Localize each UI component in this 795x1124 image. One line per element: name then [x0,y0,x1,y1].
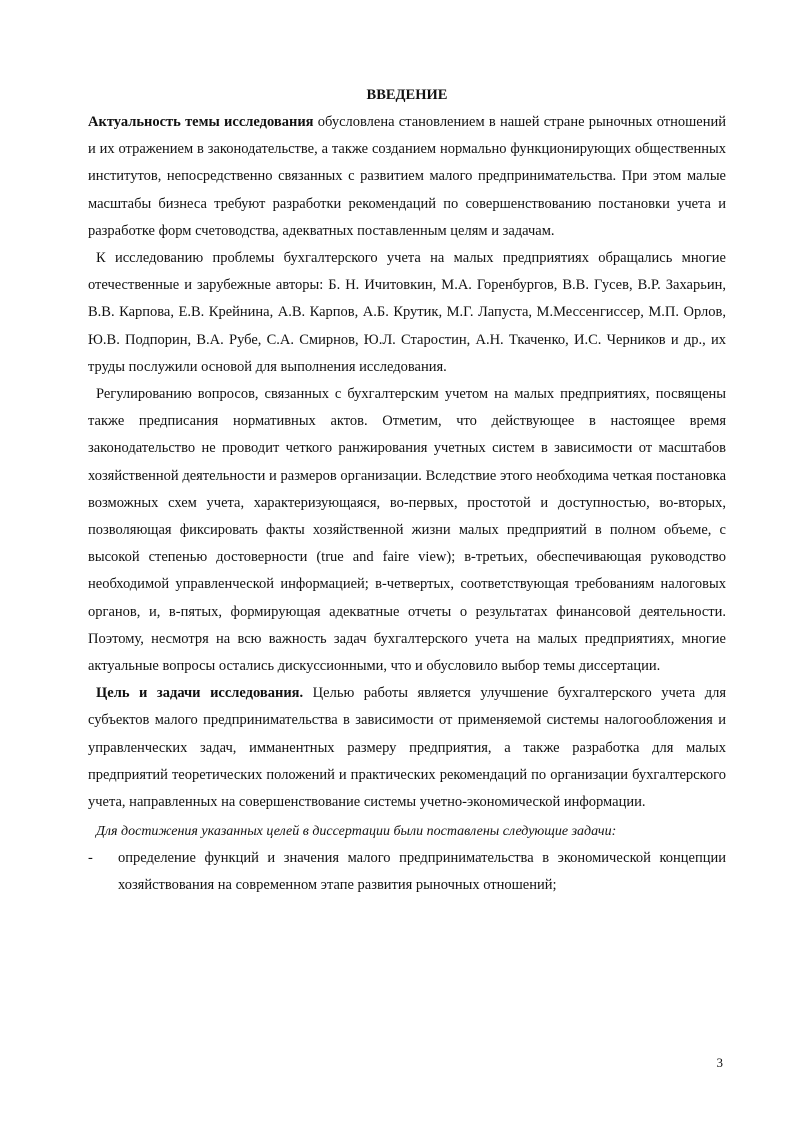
paragraph-regulation: Регулированию вопросов, связанных с бухгалтерским учетом на малых предприятиях, посвящены также предписания нормативных актов. Отметим, что действующее в настоящее время законодательство не проводит четкого ранжирования учетных систем в зависимости от масштабов хозяйственной деятельности и размеров организации. Вследствие этого необходима четкая постановка возможных схем учета, характеризующаяся, во-первых, простотой и доступностью, во-вторых, позволяющая фиксировать факты хозяйственной жизни малых предприятий в полном объеме, с высокой степенью достоверности (true and faire view); в-третьих, обеспечивающая руководство необходимой управленческой информацией; в-четвертых, соответствующая требованиям налоговых органов, и, в-пятых, формирующая адекватные отчеты о результатах финансовой деятельности. Поэтому, несмотря на всю важность задач бухгалтерского учета на малых предприятиях, многие актуальные вопросы остались дискуссионными, что и обусловило выбор темы диссертации. [88,386,726,675]
page-title: ВВЕДЕНИЕ [366,87,448,103]
relevance-heading: Актуальность темы исследования [88,114,314,130]
list-item [88,845,726,899]
task-list [88,845,726,899]
list-item-marker: - [88,850,93,867]
document-page [88,82,726,900]
tasks-intro: Для достижения указанных целей в диссертации были поставлены следующие задачи: [96,824,617,840]
paragraph-goals [88,680,726,816]
page-number: 3 [716,1055,723,1070]
list-item-text: определение функций и значения малого предпринимательства в экономической концепции хозяйствования на современном этапе развития рыночных отношений; [118,850,726,894]
goals-text: Целью работы является улучшение бухгалтерского учета для субъектов малого предпринимательства в зависимости от применяемой системы налогообложения и управленческих задач, имманентных размеру предприятия, а также разработка для малых предприятий теоретических положений и практических рекомендаций по организации бухгалтерского учета, направленных на совершенствование системы учетно-экономической информации. [88,685,726,811]
relevance-text: обусловлена становлением в нашей стране рыночных отношений и их отражением в законодательстве, а также созданием нормально функционирующих общественных институтов, непосредственно связанных с развитием малого предпринимательства. При этом малые масштабы бизнеса требуют разработки рекомендаций по совершенствованию постановки учета и разработке форм счетоводства, адекватных поставленным целям и задачам. [88,114,726,239]
paragraph-authors: К исследованию проблемы бухгалтерского учета на малых предприятиях обращались многие отечественные и зарубежные авторы: Б. Н. Ичитовкин, М.А. Горенбургов, В.В. Гусев, В.Р. Захарьин, В.В. Карпова, Е.В. Крейнина, А.В. Карпов, А.Б. Крутик, М.Г. Лапуста, М.Мессенгиссер, М.П. Орлов, Ю.В. Подпорин, В.А. Рубе, С.А. Смирнов, Ю.Л. Старостин, А.Н. Ткаченко, И.С. Черников и др., их труды послужили основой для выполнения исследования. [88,250,726,375]
paragraph-relevance [88,109,726,245]
goals-heading: Цель и задачи исследования. [96,685,304,702]
